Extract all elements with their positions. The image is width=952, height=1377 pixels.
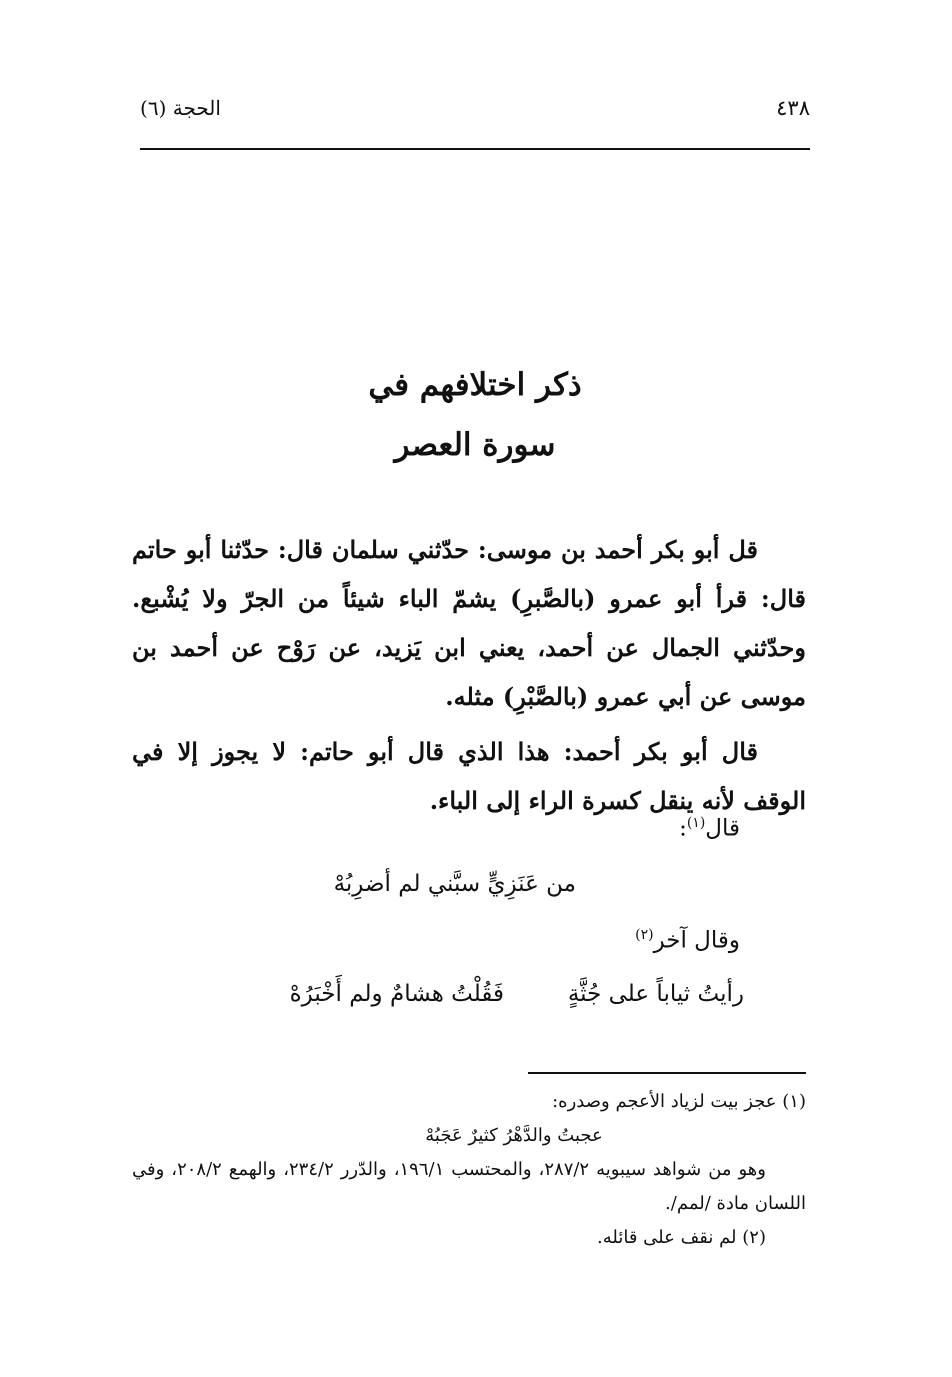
book-title: الحجة (٦)	[140, 96, 221, 120]
verse-1: من عَنَزِيٍّ سبَّني لم أضرِبُهْ	[333, 871, 576, 897]
page-number: ٤٣٨	[776, 96, 810, 120]
poem-intro-1-colon: :	[679, 815, 687, 842]
poem-intro-2-text: وقال آخر	[653, 927, 740, 954]
verse-2-second-hemistich: فَقُلْتُ هشامٌ ولم أَخْبَرُهْ	[289, 981, 504, 1007]
poem-intro-2	[635, 927, 740, 954]
footnote-1-sources: وهو من شواهد سيبويه ٢٨٧/٢، والمحتسب ١٩٦/١، والدّرر ٢٣٤/٢، والهمع ٢٠٨/٢، وفي اللسان مادة /لمم/.	[132, 1159, 806, 1214]
footnotes	[132, 1085, 806, 1255]
paragraph-1: قل أبو بكر أحمد بن موسى: حدّثني سلمان قال: حدّثنا أبو حاتم قال: قرأ أبو عمرو (بالصَّبرِ) يشمّ الباء شيئاً من الجرّ ولا يُشْبع. وحدّثني الجمال عن أحمد، يعني ابن يَزيد، عن رَوْح عن أحمد بن موسى عن أبي عمرو (بالصَّبْرِ) مثله.	[132, 535, 806, 711]
footnote-rule	[528, 1072, 806, 1074]
poem-intro-1-text: قال	[705, 815, 740, 842]
header-rule	[140, 148, 810, 150]
verse-2-first-hemistich: رأيتُ ثياباً على جُثَّةٍ	[567, 981, 744, 1007]
body-text	[132, 525, 806, 825]
footnote-ref-1: (١)	[686, 815, 706, 831]
footnote-2: (٢) لم نقف على قائله.	[597, 1227, 766, 1248]
running-head	[140, 92, 810, 136]
footnote-1: (١) عجز بيت لزياد الأعجم وصدره:	[552, 1091, 806, 1112]
poem-intro-1	[679, 815, 740, 842]
footnote-1-verse: عجبتُ والدَّهْرُ كثيرٌ عَجَبُهْ	[425, 1125, 603, 1146]
chapter-title-line1: ذكر اختلافهم في	[368, 367, 582, 403]
chapter-title	[140, 355, 810, 475]
paragraph-2: قال أبو بكر أحمد: هذا الذي قال أبو حاتم: لا يجوز إلا في الوقف لأنه ينقل كسرة الراء إلى الباء.	[132, 737, 806, 815]
footnote-ref-2: (٢)	[635, 927, 654, 943]
chapter-title-line2: سورة العصر	[394, 427, 556, 463]
